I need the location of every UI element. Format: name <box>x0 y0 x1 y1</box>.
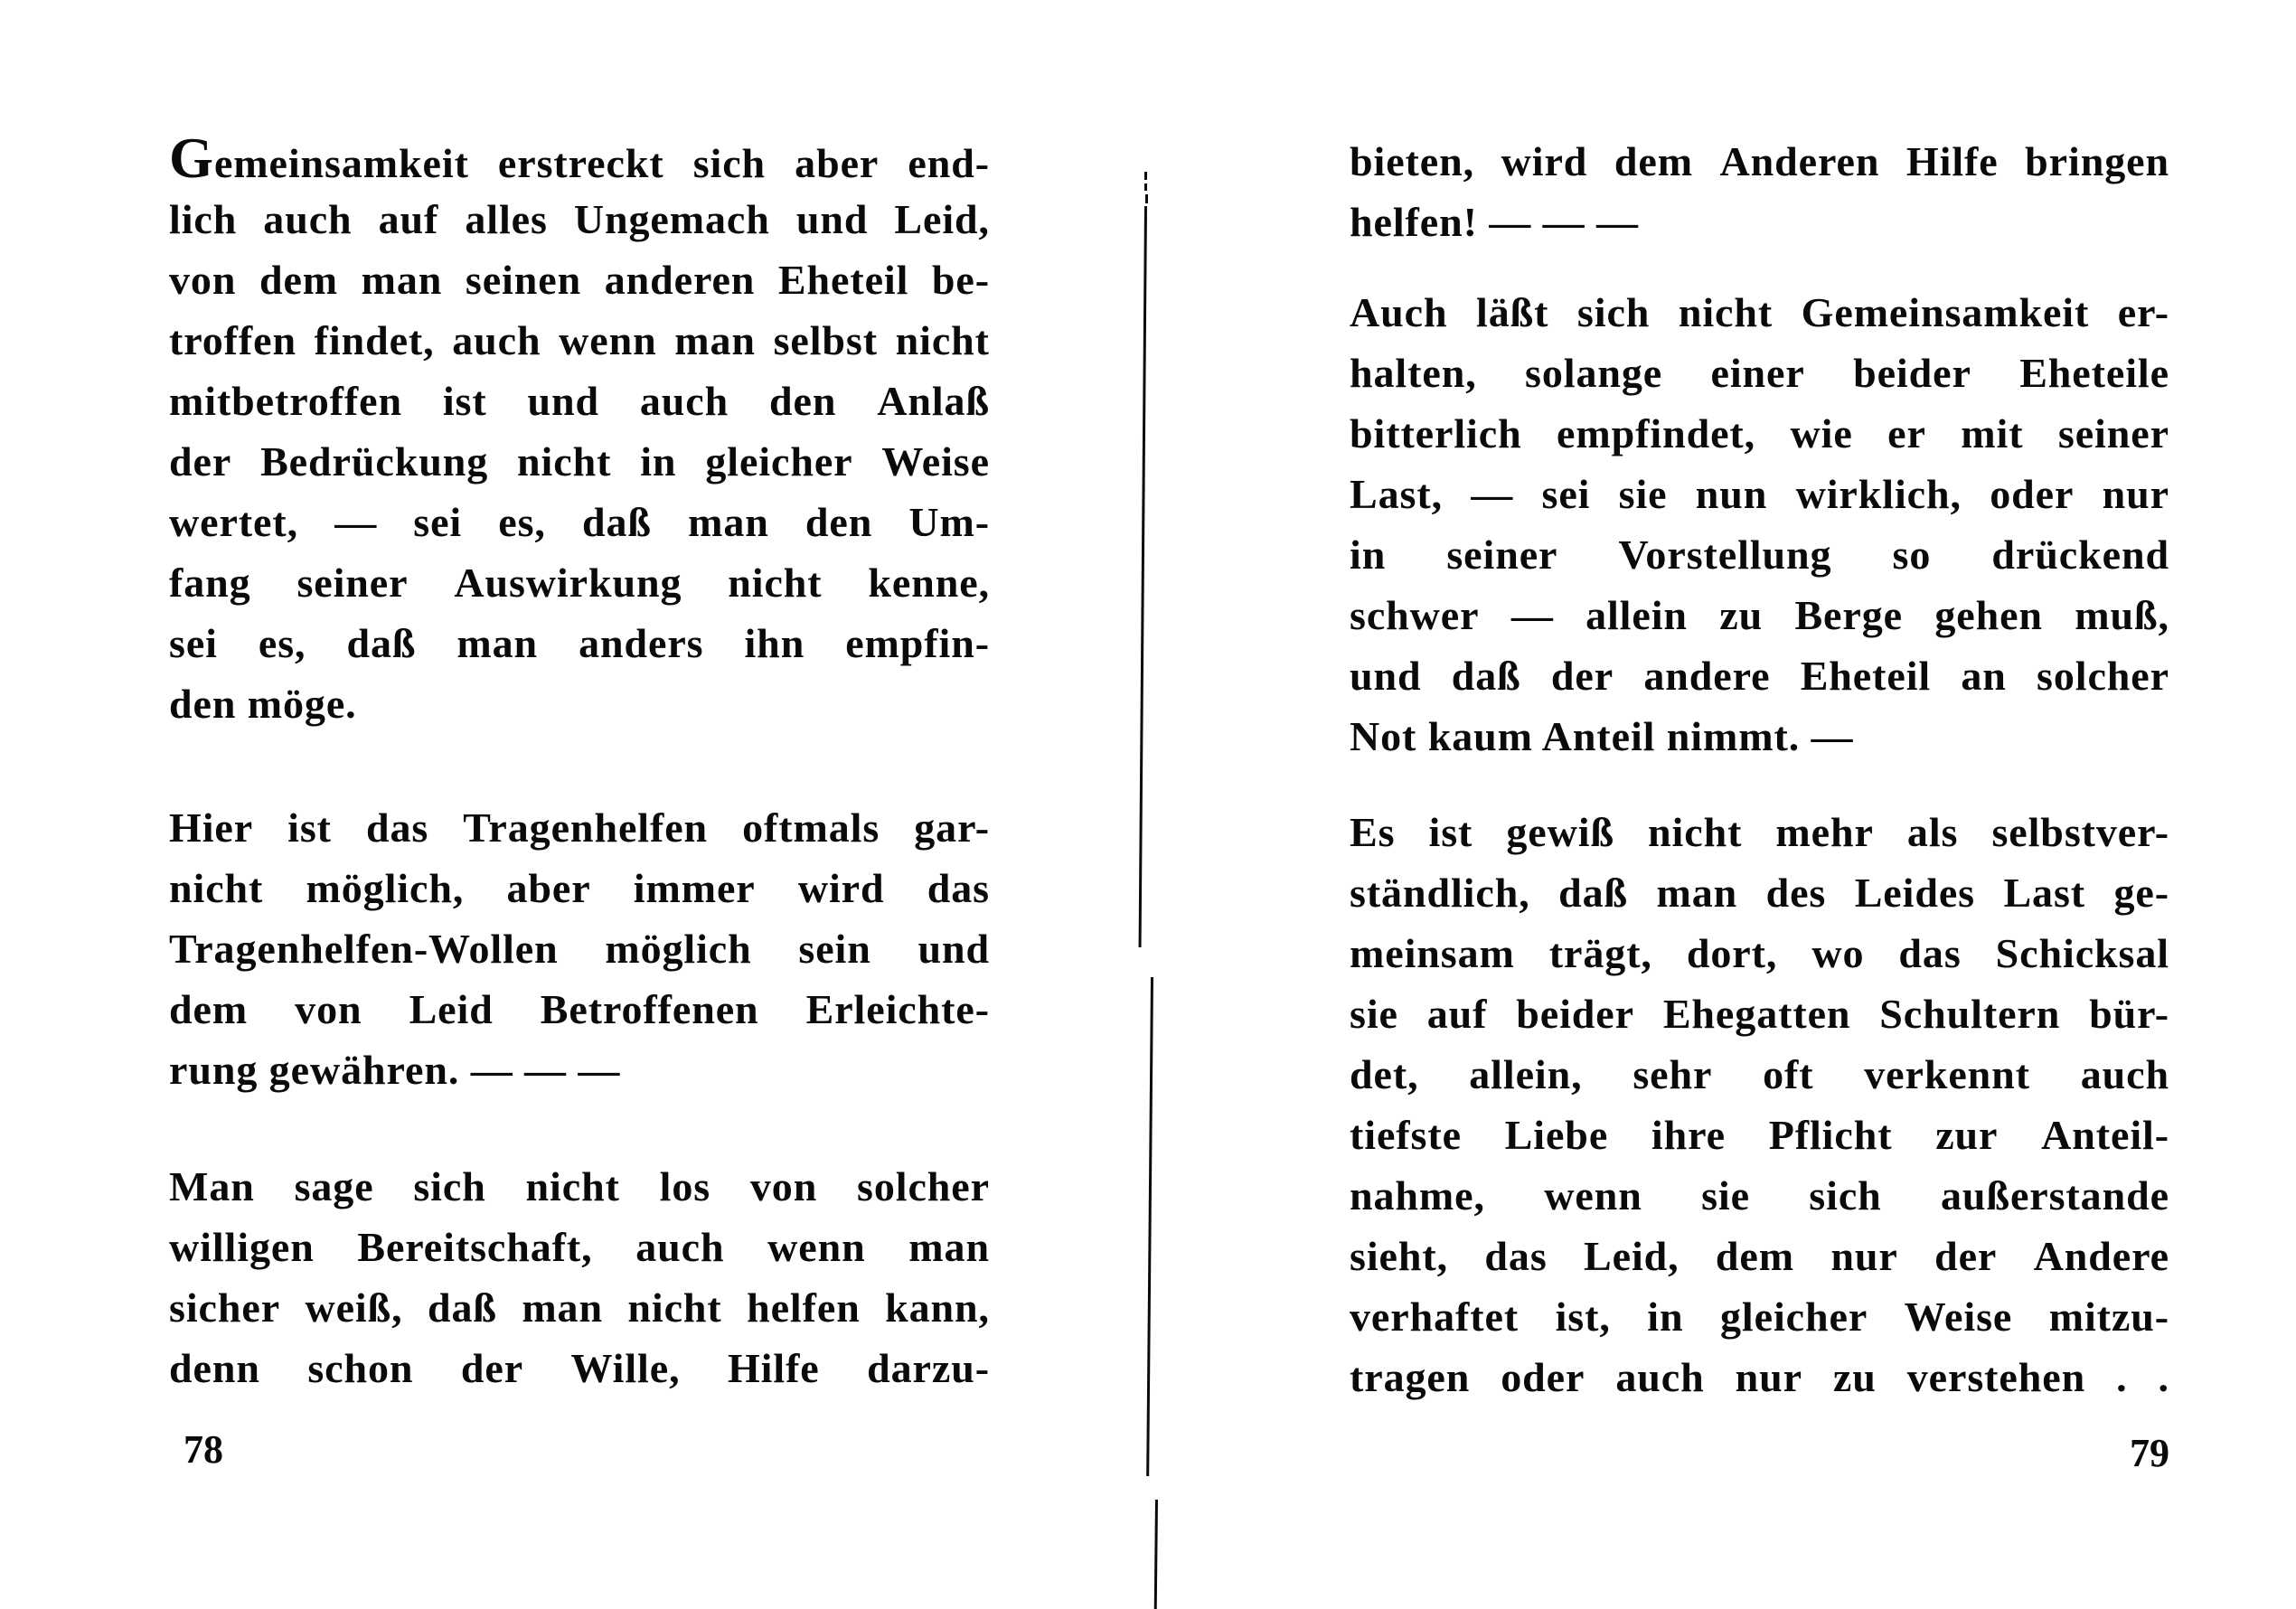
word: von <box>169 257 237 303</box>
paragraph <box>169 797 990 1100</box>
word: seiner <box>1446 532 1558 578</box>
word: das <box>1898 930 1962 976</box>
word: nicht <box>1678 289 1774 335</box>
word: verstehen <box>1906 1354 2086 1400</box>
word: Leid, <box>894 196 990 242</box>
word: den <box>805 499 873 545</box>
word: Anteil- <box>2041 1112 2169 1158</box>
word: mitzu- <box>2048 1294 2169 1340</box>
word: Anlaß <box>877 378 990 424</box>
word: mehr <box>1775 809 1874 855</box>
word: möglich <box>605 926 752 972</box>
word: sich <box>1576 289 1651 335</box>
word: zu <box>1832 1354 1877 1400</box>
word: selbstver- <box>1991 809 2169 855</box>
word: läßt <box>1476 289 1549 335</box>
word: sage <box>294 1163 374 1209</box>
word: Ungemach <box>573 196 770 242</box>
word: tragen <box>1350 1354 1471 1400</box>
text-line: rung gewähren. — — — <box>169 1047 621 1093</box>
paragraph <box>1350 282 2169 767</box>
text-line <box>169 492 990 552</box>
word: nicht <box>517 438 612 485</box>
word: . <box>2158 1354 2169 1400</box>
word: oft <box>1763 1051 1814 1097</box>
text-line <box>1350 983 2169 1044</box>
word: nur <box>2102 471 2169 517</box>
word: beider <box>1853 350 1971 396</box>
word: denn <box>169 1345 260 1391</box>
right-page-text <box>1350 131 2169 1407</box>
word: als <box>1906 809 1959 855</box>
word: Man <box>169 1163 255 1209</box>
word: drückend <box>1991 532 2169 578</box>
left-page-text <box>169 128 990 1398</box>
word: gar- <box>914 804 990 851</box>
text-line <box>1350 862 2169 923</box>
word: wird <box>797 865 885 911</box>
text-line <box>169 249 990 310</box>
word: mitbetroffen <box>169 378 402 424</box>
word: bieten, <box>1350 138 1475 184</box>
word: auch <box>639 378 729 424</box>
word: ist <box>287 804 332 851</box>
word: nun <box>1695 471 1768 517</box>
text-line <box>1350 1347 2169 1407</box>
text-line <box>169 797 990 858</box>
word: so <box>1892 532 1932 578</box>
word: des <box>1765 870 1827 916</box>
word: lich <box>169 196 238 242</box>
word: und <box>917 926 990 972</box>
word: seiner <box>2057 410 2169 456</box>
text-line <box>169 552 990 613</box>
paragraph <box>169 128 990 734</box>
word: los <box>659 1163 711 1209</box>
word: bringen <box>2025 138 2169 184</box>
word: Vorstellung <box>1618 532 1832 578</box>
word: Schultern <box>1879 991 2061 1037</box>
word: sei <box>1541 471 1591 517</box>
word: einer <box>1710 350 1805 396</box>
word: sei <box>413 499 463 545</box>
word: man <box>522 1284 603 1331</box>
word: darzu- <box>867 1345 990 1391</box>
word: Pflicht <box>1768 1112 1893 1158</box>
word: seiner <box>296 560 409 606</box>
word: solcher <box>857 1163 990 1209</box>
word: Anderen <box>1719 138 1880 184</box>
word: det, <box>1350 1051 1419 1097</box>
gutter-fold-line <box>1144 172 1147 180</box>
word: fang <box>169 560 251 606</box>
word: auch <box>263 196 353 242</box>
word: seinen <box>465 257 582 303</box>
word: halten, <box>1350 350 1477 396</box>
text-line: helfen! — — — <box>1350 199 1639 245</box>
word: auch <box>2080 1051 2169 1097</box>
word: wenn <box>1544 1172 1642 1219</box>
word: er- <box>2117 289 2169 335</box>
text-line <box>169 128 990 189</box>
word: sich <box>692 140 767 186</box>
word: auf <box>1426 991 1488 1037</box>
word: Liebe <box>1504 1112 1609 1158</box>
word: Auswirkung <box>454 560 682 606</box>
word: Ehegatten <box>1662 991 1851 1037</box>
word: anders <box>579 620 704 666</box>
word: dort, <box>1686 930 1778 976</box>
text-line <box>169 1338 990 1398</box>
text-line: Not kaum Anteil nimmt. — <box>1350 713 1854 759</box>
word: Last <box>2003 870 2086 916</box>
word: daß <box>427 1284 497 1331</box>
word: ge- <box>2113 870 2169 916</box>
word: nur <box>1830 1233 1898 1279</box>
word: dem <box>1715 1233 1795 1279</box>
word: allein <box>1586 592 1688 638</box>
word: oder <box>1501 1354 1586 1400</box>
word: erstreckt <box>497 140 664 186</box>
word: . <box>2116 1354 2128 1400</box>
word: troffen <box>169 317 296 363</box>
text-line <box>1350 131 2169 192</box>
word: Wille, <box>570 1345 681 1391</box>
gutter-fold-line <box>1146 977 1153 1476</box>
word: meinsam <box>1350 930 1515 976</box>
text-line <box>1350 802 2169 862</box>
word: von <box>295 986 362 1032</box>
word: nicht <box>627 1284 722 1331</box>
word: den <box>768 378 837 424</box>
word: empfindet, <box>1557 410 1756 456</box>
word: gleicher <box>1719 1294 1868 1340</box>
word: sicher <box>169 1284 281 1331</box>
text-line <box>1350 923 2169 983</box>
text-line <box>1350 464 2169 524</box>
word: wenn <box>767 1224 866 1270</box>
word: Es <box>1350 809 1396 855</box>
text-line <box>1350 1286 2169 1347</box>
text-line <box>169 918 990 979</box>
word: das <box>1484 1233 1548 1279</box>
word: Betroffenen <box>540 986 759 1032</box>
paragraph <box>169 1156 990 1398</box>
word: sehr <box>1633 1051 1713 1097</box>
word: mit <box>1961 410 2024 456</box>
word: willigen <box>169 1224 315 1270</box>
word: und <box>527 378 599 424</box>
word: selbst <box>773 317 878 363</box>
word: Leid <box>409 986 494 1032</box>
word: Andere <box>2033 1233 2169 1279</box>
word: ist, <box>1555 1294 1611 1340</box>
word: ist <box>442 378 487 424</box>
word: Tragenhelfen <box>463 804 709 851</box>
word: allein, <box>1469 1051 1583 1097</box>
word: Weise <box>1904 1294 2013 1340</box>
word: Auch <box>1350 289 1448 335</box>
word: er <box>1887 410 1926 456</box>
text-line <box>169 613 990 673</box>
text-line <box>169 1217 990 1277</box>
text-line <box>1350 282 2169 343</box>
gutter-fold-line <box>1145 194 1148 203</box>
word: nicht <box>728 560 823 606</box>
text-line <box>1350 524 2169 585</box>
word: Eheteil <box>1800 653 1932 699</box>
gutter-fold-line <box>1144 183 1147 191</box>
word: trägt, <box>1548 930 1652 976</box>
gutter-fold-line <box>1139 206 1147 947</box>
word: oder <box>1990 471 2075 517</box>
word: dem <box>259 257 339 303</box>
text-line <box>1350 1226 2169 1286</box>
word: Um- <box>908 499 990 545</box>
word: Berge <box>1794 592 1903 638</box>
text-line <box>169 189 990 249</box>
word: der <box>460 1345 524 1391</box>
word: kenne, <box>868 560 990 606</box>
word: Schicksal <box>1995 930 2169 976</box>
word: Hilfe <box>727 1345 820 1391</box>
text-line <box>1350 343 2169 403</box>
word: auf <box>378 196 439 242</box>
word: nicht <box>169 865 264 911</box>
word: aber <box>506 865 591 911</box>
word: daß <box>346 620 417 666</box>
word: gehen <box>1934 592 2043 638</box>
word: und <box>1350 653 1422 699</box>
word: Last, <box>1350 471 1444 517</box>
word: — <box>334 499 378 545</box>
word: oftmals <box>742 804 880 851</box>
word: schon <box>307 1345 414 1391</box>
word: — <box>1510 592 1554 638</box>
word: man <box>1656 870 1738 916</box>
word: Leid, <box>1584 1233 1680 1279</box>
word: bür- <box>2089 991 2169 1037</box>
word: nicht <box>1648 809 1743 855</box>
word: schwer <box>1350 592 1480 638</box>
word: auch <box>452 317 541 363</box>
word: sie <box>1350 991 1398 1037</box>
word: ihre <box>1651 1112 1726 1158</box>
text-line <box>1350 645 2169 706</box>
word: kann, <box>885 1284 990 1331</box>
word: Gemeinsamkeit <box>1801 289 2090 335</box>
text-line: den möge. <box>169 681 357 727</box>
word: der <box>169 438 232 485</box>
word: — <box>1471 471 1514 517</box>
word: wo <box>1811 930 1865 976</box>
word: an <box>1961 653 2007 699</box>
word: das <box>365 804 429 851</box>
right-page-number: 79 <box>2130 1431 2169 1475</box>
word: das <box>927 865 990 911</box>
word: möglich, <box>306 865 465 911</box>
word: man <box>908 1224 990 1270</box>
text-line <box>169 1277 990 1338</box>
text-line <box>169 431 990 492</box>
word: sie <box>1618 471 1668 517</box>
text-line <box>169 979 990 1040</box>
word: zur <box>1935 1112 1999 1158</box>
word: der <box>1550 653 1614 699</box>
word: alles <box>465 196 548 242</box>
word: tiefste <box>1350 1112 1462 1158</box>
word: Eheteile <box>2019 350 2169 396</box>
word: Eheteil <box>777 257 909 303</box>
word: sieht, <box>1350 1233 1449 1279</box>
word: solange <box>1525 350 1663 396</box>
word: bitterlich <box>1350 410 1522 456</box>
word: Hilfe <box>1905 138 1999 184</box>
text-line <box>1350 1044 2169 1105</box>
word: man <box>456 620 539 666</box>
word: auch <box>1615 1354 1705 1400</box>
word: verhaftet <box>1350 1294 1520 1340</box>
word: anderen <box>604 257 756 303</box>
word: andere <box>1643 653 1771 699</box>
text-line <box>169 858 990 918</box>
text-line <box>1350 1105 2169 1165</box>
word: dem <box>1614 138 1693 184</box>
text-line <box>169 310 990 371</box>
word: wenn <box>559 317 657 363</box>
word: nahme, <box>1350 1172 1485 1219</box>
word: wird <box>1501 138 1588 184</box>
word: immer <box>633 865 756 911</box>
word: Leides <box>1854 870 1975 916</box>
text-line <box>169 1156 990 1217</box>
word: findet, <box>314 317 435 363</box>
word: solcher <box>2037 653 2169 699</box>
word: gewiß <box>1506 809 1614 855</box>
word: ihn <box>744 620 805 666</box>
word: end- <box>908 140 990 186</box>
left-page-number: 78 <box>183 1427 223 1472</box>
word: verkennt <box>1864 1051 2030 1097</box>
word: Gemeinsamkeit <box>169 127 469 190</box>
word: sei <box>169 620 218 666</box>
word: daß <box>1451 653 1521 699</box>
word: empfin- <box>845 620 990 666</box>
word: sich <box>413 1163 486 1209</box>
word: gleicher <box>705 438 853 485</box>
word: man <box>688 499 769 545</box>
word: nicht <box>895 317 990 363</box>
text-line <box>1350 1165 2169 1226</box>
word: es, <box>498 499 546 545</box>
text-line <box>1350 585 2169 645</box>
word: ist <box>1428 809 1473 855</box>
word: auch <box>635 1224 725 1270</box>
paragraph <box>1350 131 2169 252</box>
word: aber <box>795 140 880 186</box>
word: dem <box>169 986 249 1032</box>
word: sein <box>798 926 871 972</box>
word: daß <box>582 499 652 545</box>
word: man <box>674 317 756 363</box>
lead-initial-letter: G <box>169 127 214 190</box>
word: sich <box>1809 1172 1882 1219</box>
word: Bedrückung <box>260 438 489 485</box>
word: weiß, <box>305 1284 403 1331</box>
word: beider <box>1516 991 1634 1037</box>
word: Bereitschaft, <box>357 1224 593 1270</box>
word: muß, <box>2075 592 2169 638</box>
word: und <box>795 196 869 242</box>
word: nur <box>1735 1354 1802 1400</box>
text-line <box>1350 403 2169 464</box>
word: Erleichte- <box>805 986 990 1032</box>
word: be- <box>931 257 990 303</box>
word: Tragenhelfen-Wollen <box>169 926 559 972</box>
word: wirklich, <box>1795 471 1962 517</box>
word: in <box>640 438 677 485</box>
paragraph <box>1350 802 2169 1407</box>
text-line <box>169 371 990 431</box>
gutter-fold-line <box>1154 1500 1158 1609</box>
word: in <box>1647 1294 1684 1340</box>
word: in <box>1350 532 1387 578</box>
word: der <box>1934 1233 1998 1279</box>
word: wie <box>1790 410 1853 456</box>
word: helfen <box>747 1284 861 1331</box>
word: nicht <box>525 1163 620 1209</box>
word: es, <box>258 620 306 666</box>
word: zu <box>1719 592 1764 638</box>
word: Weise <box>881 438 990 485</box>
word: man <box>361 257 443 303</box>
word: von <box>749 1163 818 1209</box>
word: außerstande <box>1941 1172 2169 1219</box>
word: Hier <box>169 804 254 851</box>
word: wertet, <box>169 499 299 545</box>
word: ständlich, <box>1350 870 1530 916</box>
word: daß <box>1558 870 1629 916</box>
word: sie <box>1701 1172 1750 1219</box>
